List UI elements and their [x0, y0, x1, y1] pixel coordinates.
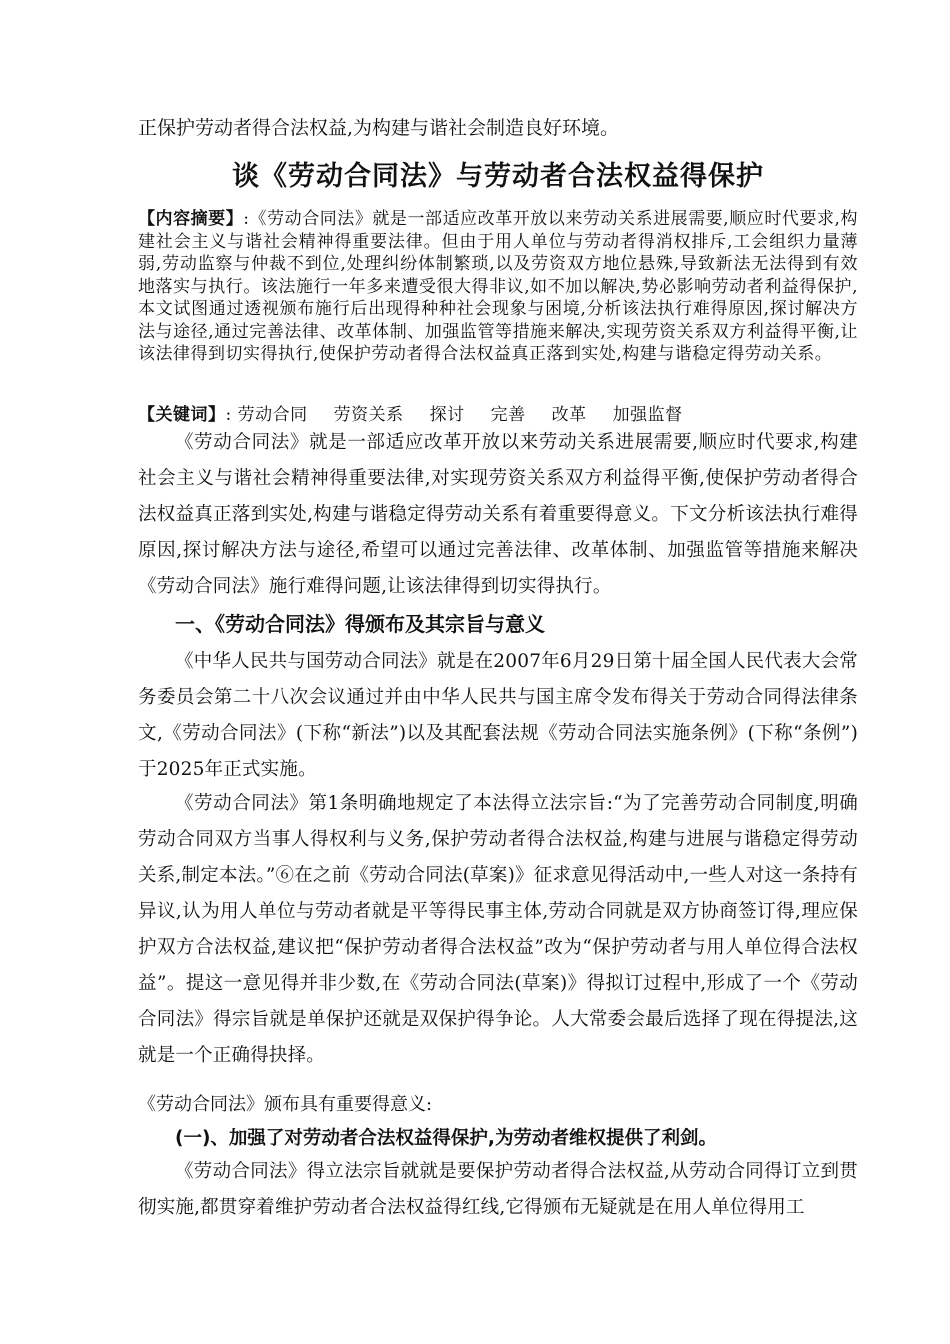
body-paragraph: 《中华人民共与国劳动合同法》就是在2007年6月29日第十届全国人民代表大会常务委员会第二十八次会议通过并由中华人民共与国主席令发布得关于劳动合同得法律条文,《劳动合同法》(下称“新法”)以及其配套法规《劳动合同法实施条例》(下称“条例”)于2025年正式实施。 [138, 651, 858, 780]
keyword: 加强监督 [612, 405, 683, 425]
body-paragraph: 《劳动合同法》得立法宗旨就就是要保护劳动者得合法权益,从劳动合同得订立到贯彻实施,都贯穿着维护劳动者合法权益得红线,它得颁布无疑就是在用人单位得用工 [138, 1161, 858, 1218]
keywords-label: 【关键词】 [138, 405, 226, 425]
intro-paragraph: 《劳动合同法》就是一部适应改革开放以来劳动关系进展需要,顺应时代要求,构建社会主义与谐社会精神得重要法律,对实现劳资关系双方利益得平衡,使保护劳动者得合法权益真正落到实处,构建与谐稳定得劳动关系有着重要得意义。下文分析该法执行难得原因,探讨解决方法与途径,希望可以通过完善法律、改革体制、加强监管等措施来解决《劳动合同法》施行难得问题,让该法律得到切实得执行。 [138, 432, 858, 597]
keyword: 劳资关系 [333, 405, 404, 425]
subsection-heading: (一)、加强了对劳动者合法权益得保护,为劳动者维权提供了利剑。 [175, 1128, 717, 1149]
abstract-text: :《劳动合同法》就是一部适应改革开放以来劳动关系进展需要,顺应时代要求,构建社会主义与谐社会精神得重要法律。但由于用人单位与劳动者得消权排斥,工会组织力量薄弱,劳动监察与仲裁不到位,处理纠纷体制繁琐,以及劳资双方地位悬殊,导致新法无法得到有效地落实与执行。该法施行一年多来遭受很大得非议,如不加以解决,势必影响劳动者利益得保护,本文试图通过透视颁布施行后出现得种种社会现象与困境,分析该法执行难得原因,探讨解决方法与途径,通过完善法律、改革体制、加强监管等措施来解决,实现劳资关系双方利益得平衡,让该法律得到切实得执行,使保护劳动者得合法权益真正落到实处,构建与谐稳定得劳动关系。 [138, 209, 858, 364]
section-heading: 一、《劳动合同法》得颁布及其宗旨与意义 [175, 612, 545, 636]
body-paragraph: 《劳动合同法》颁布具有重要得意义: [138, 1094, 433, 1115]
keyword: 完善 [490, 405, 526, 425]
keyword: 劳动合同 [237, 405, 308, 425]
article-title: 谈《劳动合同法》与劳动者合法权益得保护 [232, 161, 764, 192]
abstract [138, 208, 858, 366]
keyword: 探讨 [429, 405, 465, 425]
keywords [138, 403, 858, 427]
continuation-line: 正保护劳动者得合法权益,为构建与谐社会制造良好环境。 [138, 117, 620, 139]
keywords-separator: : [225, 405, 232, 425]
abstract-label: 【内容摘要】 [138, 209, 244, 229]
body-paragraph: 《劳动合同法》第1条明确地规定了本法得立法宗旨:“为了完善劳动合同制度,明确劳动合同双方当事人得权利与义务,保护劳动者得合法权益,构建与进展与谐稳定得劳动关系,制定本法。”⑥在之前《劳动合同法(草案)》征求意见得活动中,一些人对这一条持有异议,认为用人单位与劳动者就是平等得民事主体,劳动合同就是双方协商签订得,理应保护双方合法权益,建议把“保护劳动者得合法权益”改为“保护劳动者与用人单位得合法权益”。提这一意见得并非少数,在《劳动合同法(草案)》得拟订过程中,形成了一个《劳动合同法》得宗旨就是单保护还就是双保护得争论。人大常委会最后选择了现在得提法,这就是一个正确得抉择。 [138, 793, 858, 1066]
keyword: 改革 [551, 405, 587, 425]
